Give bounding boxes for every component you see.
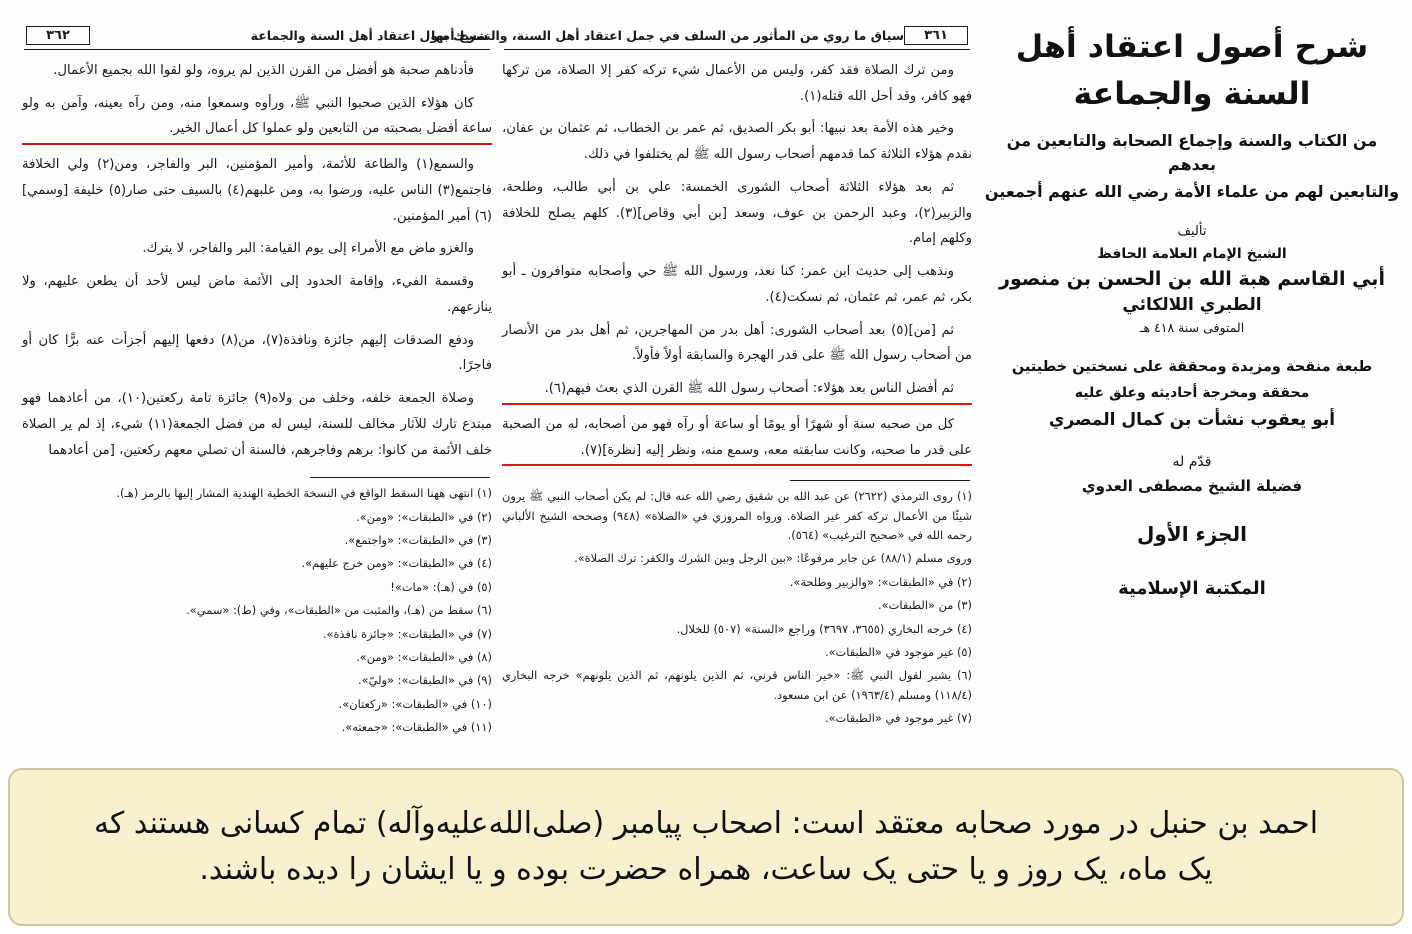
footnote: (١٠) في «الطبقات»: «ركعتان». [338, 696, 492, 711]
footnote: (٧) غير موجود في «الطبقات». [824, 711, 972, 726]
paragraph: وخير هذه الأمة بعد نبيها: أبو بكر الصديق، ثم عمر بن الخطاب، ثم عثمان بن عفان، نقدم هؤلاء الثلاثة كما قدمهم أصحاب رسول الله ﷺ لم يختلفوا في ذلك. [502, 121, 972, 163]
author-honorific: الشيخ الإمام العلامة الحافظ [1097, 245, 1287, 262]
page-362-footnotes [22, 484, 492, 737]
author-label: تأليف [1177, 224, 1207, 239]
caption-line-2: یک ماه، یک روز و یا حتی یک ساعت، همراه حضرت بوده و یا ایشان را دیده باشند. [199, 852, 1213, 887]
page-362-running-head: شرح أصول اعتقاد أهل السنة والجماعة [250, 28, 488, 43]
footnote: (١) روى الترمذي (٢٦٢٢) عن عبد الله بن شقيق رضي الله عنه قال: لم يكن أصحاب النبي ﷺ يرون شيئًا من الأعمال تركه كفر غير الصلاة. ورواه المروزي في «الصلاة» (٩٤٨) وصححه الشيخ الألباني رحمه الله في «صحيح الترغيب» (٥٦٤). [502, 489, 972, 543]
book-main-title: شرح أصول اعتقاد أهل السنة والجماعة [1015, 29, 1369, 112]
page-361-header-rule [504, 49, 970, 50]
page-361-running-head: سياق ما روي من المأثور من السلف في جمل اعتقاد أهل السنة، والتمسك بها [430, 28, 904, 43]
volume-label: الجزء الأول [1137, 522, 1247, 546]
book-subtitle-line-2: والتابعين لهم من علماء الأمة رضي الله عنهم أجمعين [984, 182, 1400, 201]
title-page-content [982, 24, 1402, 602]
publisher-name: المكتبة الإسلامية [1118, 578, 1266, 599]
paragraph-highlighted: كان هؤلاء الذين صحبوا النبي ﷺ، ورأوه وسمعوا منه، ومن رآه بعينه، وآمن به ولو ساعة أفضل بصحبته من التابعين ولو عملوا كل أعمال الخير. [22, 91, 492, 145]
author-death-year: المتوفى سنة ٤١٨ هـ [1139, 319, 1245, 335]
page-361-header [430, 26, 968, 45]
paragraph: وقسمة الفيء، وإقامة الحدود إلى الأئمة ماض ليس لأحد أن يطعن عليهم، ولا ينازعهم. [22, 274, 492, 315]
book-title-page [982, 10, 1402, 755]
paragraph: ونذهب إلى حديث ابن عمر: كنا نعد، ورسول الله ﷺ حي وأصحابه متوافرون ـ أبو بكر، ثم عمر، ثم عثمان، ثم نسكت(٤). [502, 264, 972, 305]
page-362-footnote-separator [310, 477, 490, 478]
paragraph: وصلاة الجمعة خلفه، وخلف من ولاه(٩) جائزة تامة ركعتين(١٠)، من أعادهما فهو مبتدع تارك للآثار مخالف للسنة، ليس له من فضل الجمعة(١١) شيء، إذ لم ير الصلاة خلف الأئمة من كانوا: برهم وفاجرهم، فالسنة أن تصلي معهم ركعتين، [من أعادهما [22, 391, 492, 458]
paragraph-highlighted: ثم أفضل الناس بعد هؤلاء: أصحاب رسول الله ﷺ القرن الذي بعث فيهم(٦). [502, 376, 972, 405]
footnote: (٢) في «الطبقات»: «والزبير وطلحة». [789, 574, 972, 589]
paragraph-highlighted: كل من صحبه سنة أو شهرًا أو يومًا أو ساعة أو رآه فهو من أصحابه، له من الصحبة على قدر ما صحبه، وكانت سابقته معه، وسمع منه، ونظر إليه [نظرة](٧). [502, 412, 972, 466]
edition-note-line-1: طبعة منقحة ومزيدة ومحققة على نسختين خطيتين [1011, 359, 1373, 376]
paragraph: ثم [من](٥) بعد أصحاب الشورى: أهل بدر من المهاجرين، ثم أهل بدر من الأنصار من أصحاب رسول الله ﷺ على قدر الهجرة والسابقة أولاً فأولاً. [502, 322, 972, 364]
book-subtitle-line-1: من الكتاب والسنة وإجماع الصحابة والتابعين من بعدهم [1006, 131, 1378, 174]
footnote: (٨) في «الطبقات»: «ومن». [356, 650, 492, 665]
page-361-body [502, 58, 972, 466]
footnote: (٥) غير موجود في «الطبقات». [824, 645, 972, 660]
paragraph: ودفع الصدقات إليهم جائزة ونافذة(٧)، من(٨) دفعها إليهم أجزأت عنه برًّا كان أو فاجرًا. [22, 332, 492, 374]
page-362-body [22, 58, 492, 463]
page-362-header [26, 26, 488, 45]
caption-line-1: احمد بن حنبل در مورد صحابه معتقد است: اصحاب پیامبر (صلی‌الله‌علیه‌وآله) تمام کسانی هستند که [93, 805, 1319, 841]
footnote: (٤) خرجه البخاري (٣٦٥٥، ٣٦٩٧) وراجع «السنة» (٥٠٧) للخلال. [676, 621, 972, 636]
paragraph: فأدناهم صحبة هو أفضل من القرن الذين لم يروه، ولو لقوا الله بجميع الأعمال. [53, 63, 474, 78]
footnote: (٦) يشير لقول النبي ﷺ: «خير الناس قرني، ثم الذين يلونهم، ثم الذين يلونهم» خرجه البخاري (١١٨/٤) ومسلم (١٩٦٣/٤) عن ابن مسعود. [502, 668, 972, 702]
footnote: (٧) في «الطبقات»: «جائزة نافذة». [322, 626, 492, 641]
footnote: (٣) في «الطبقات»: «واجتمع». [344, 533, 492, 548]
author-nisba: الطبري اللالكائي [1122, 295, 1262, 315]
footnote: (٤) في «الطبقات»: «ومن خرج عليهم». [301, 556, 492, 571]
page-361-footnote-separator [790, 480, 970, 481]
page-361-number: ٣٦١ [904, 26, 968, 45]
footnote: (٣) من «الطبقات». [878, 598, 972, 613]
page-361-footnotes [502, 487, 972, 728]
page-362-number: ٣٦٢ [26, 26, 90, 45]
editor-name: أبو يعقوب نشأت بن كمال المصري [1048, 410, 1336, 430]
paragraph: ثم بعد هؤلاء الثلاثة أصحاب الشورى الخمسة: علي بن أبي طالب، وطلحة، والزبير(٢)، وعبد الرحمن بن عوف، وسعد [بن أبي وقاص](٣). كلهم يصلح للخلافة وكلهم إمام. [502, 179, 972, 247]
book-page-362 [22, 10, 492, 755]
author-name: أبي القاسم هبة الله بن الحسن بن منصور [999, 267, 1385, 290]
persian-caption-box [8, 768, 1404, 926]
page-362-header-rule [24, 49, 490, 50]
paragraph: والسمع(١) والطاعة للأئمة، وأمير المؤمنين، البر والفاجر، ومن(٢) ولي الخلافة فاجتمع(٣) الناس عليه، ورضوا به، ومن غلبهم(٤) بالسيف حتى صار(٥) خليفة [وسمي](٦) أمير المؤمنين. [22, 157, 492, 224]
footnote: (١١) في «الطبقات»: «جمعته». [341, 720, 492, 735]
footnote: (٥) في (هـ): «مات»! [390, 579, 492, 594]
footnote: (٩) في «الطبقات»: «وليّ». [358, 673, 492, 688]
footnote: وروى مسلم (٨٨/١) عن جابر مرفوعًا: «بين الرجل وبين الشرك والكفر: ترك الصلاة». [574, 551, 972, 566]
footnote: (٦) سقط من (هـ)، والمثبت من «الطبقات»، وفي (ط): «سمي». [186, 603, 492, 618]
footnote: (١) انتهى ههنا السقط الواقع في النسخة الخطية الهندية المشار إليها بالرمز (هـ). [116, 486, 492, 501]
footnote: (٢) في «الطبقات»: «ومن». [356, 509, 492, 524]
paragraph: والغزو ماض مع الأمراء إلى يوم القيامة: البر والفاجر، لا يترك. [142, 241, 474, 257]
paragraph: ومن ترك الصلاة فقد كفر، وليس من الأعمال شيء تركه كفر إلا الصلاة، من تركها فهو كافر، وقد أحل الله قتله(١). [502, 63, 972, 104]
presenter-name: فضيلة الشيخ مصطفى العدوي [1081, 476, 1303, 495]
edition-note-line-2: محققة ومخرجة أحاديثه وعلق عليه [1074, 385, 1310, 401]
presented-by-label: قدّم له [1172, 453, 1212, 470]
